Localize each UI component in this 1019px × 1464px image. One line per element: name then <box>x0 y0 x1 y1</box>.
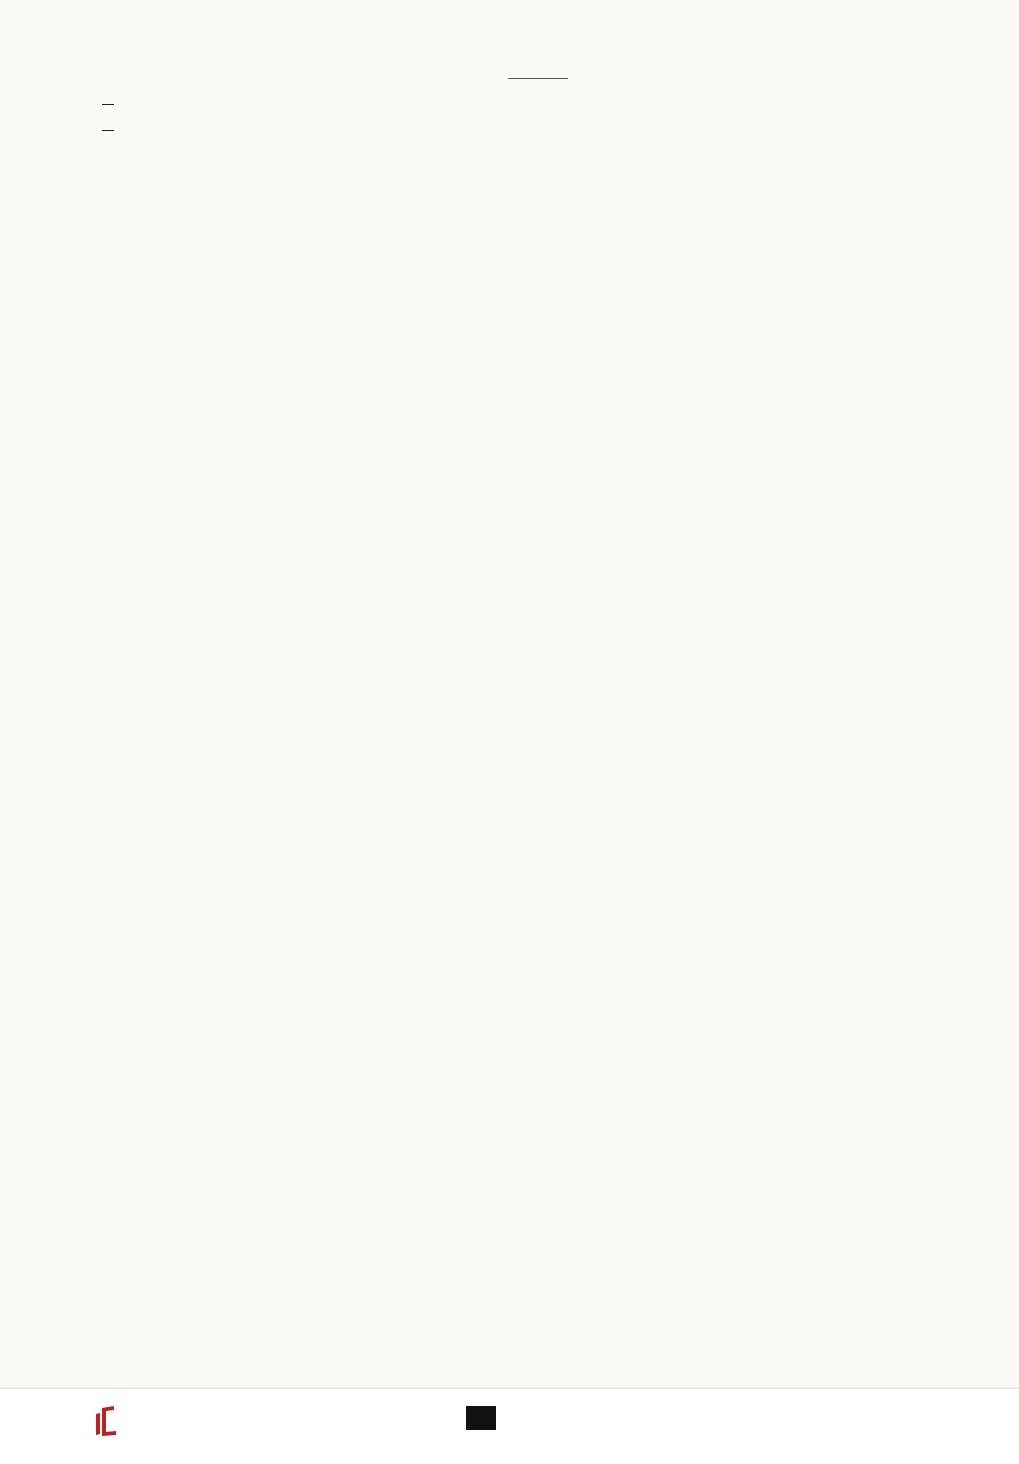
catalog-content <box>102 97 940 146</box>
footer-bar <box>0 1388 1019 1464</box>
ub-heidelberg-logo-icon <box>92 1404 122 1438</box>
section-heading-majolica <box>102 130 114 131</box>
kunstbibliothek-logo-icon <box>466 1406 496 1430</box>
page-number-rule <box>508 78 568 79</box>
section-heading-steinzeug <box>102 104 114 105</box>
